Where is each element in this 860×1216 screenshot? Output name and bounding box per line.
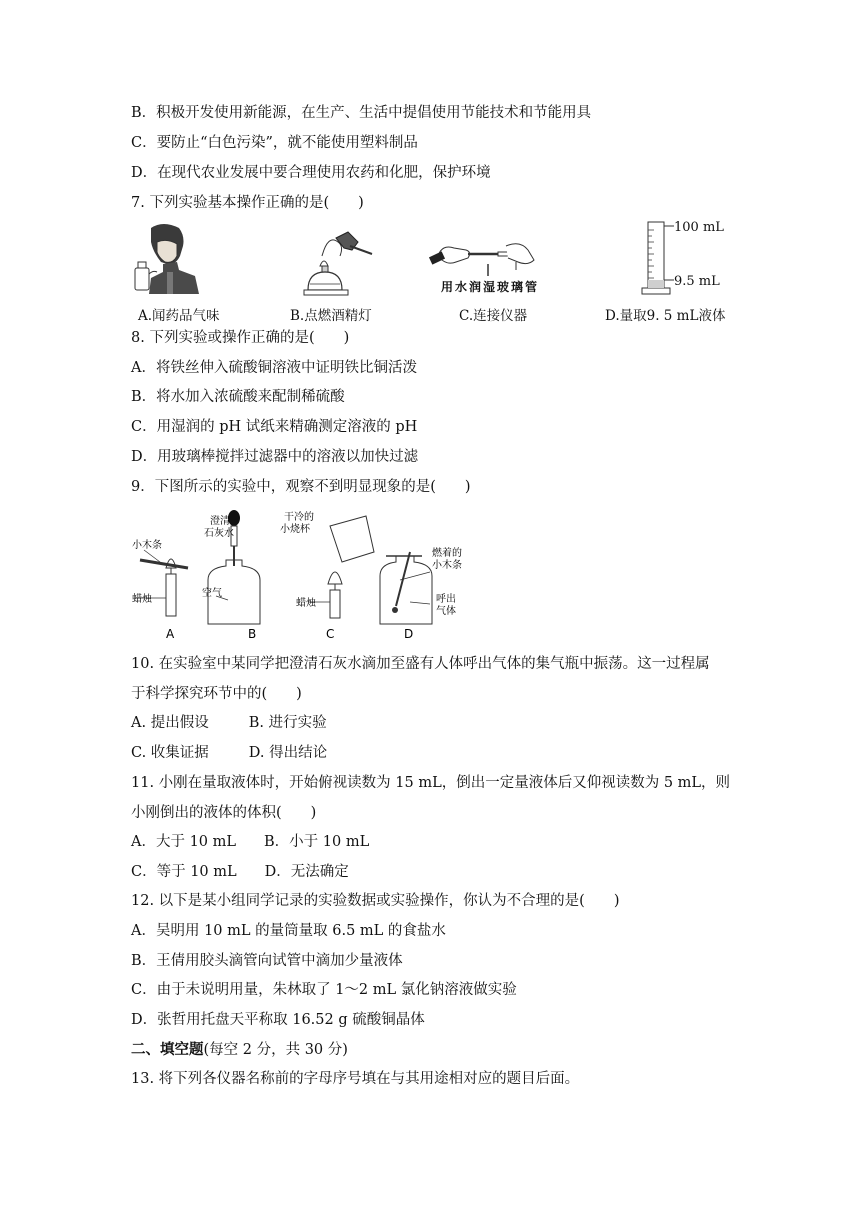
q9-b-limewater-label-1: 澄清 [210,516,230,527]
q11-stem-line-2: 小刚倒出的液体的体积( ) [131,805,317,821]
q11-option-a: A．大于 10 mL [131,834,237,850]
q6-option-b: B．积极开发使用新能源，在生产、生活中提倡使用节能技术和节能用具 [131,105,592,121]
section-2-note: (每空 2 分，共 30 分) [203,1042,348,1058]
q12-option-b: B．王倩用胶头滴管向试管中滴加少量液体 [131,953,403,969]
q9-stem: 9．下图所示的实验中，观察不到明显现象的是( ) [131,479,471,495]
q9-c-cup-label-1: 干冷的 [284,512,314,523]
q8-option-c: C．用湿润的 pH 试纸来精确测定溶液的 pH [131,419,418,435]
q10-options-row-2 [131,743,327,763]
q11-option-b: B．小于 10 mL [264,834,370,850]
q10-option-a: A. 提出假设 [131,715,209,731]
q9-a-candle-label: 蜡烛 [132,594,152,605]
q11-options-row-2 [131,862,349,882]
q9-b-letter: B [248,627,257,641]
q11-option-d: D．无法确定 [264,864,349,880]
q7-figure-b-alcohol-lamp [300,228,380,298]
q10-stem-line-2: 于科学探究环节中的( ) [131,686,302,702]
q9-d-burning-label-2: 小木条 [432,560,462,571]
q9-c-letter: C [326,627,335,641]
q7-caption-a: A.闻药品气味 [138,308,220,324]
q11-stem-line-1: 11. 小刚在量取液体时，开始俯视读数为 15 mL，倒出一定量液体后又仰视读数为 5 mL，则 [131,775,731,791]
q9-figure-a [132,538,188,641]
q9-figure-experiments [130,506,470,646]
q7-figure-a-smelling [133,222,208,294]
q11-options-row-1 [131,832,369,852]
q7-caption-c: C.连接仪器 [459,308,528,324]
q10-option-d: D. 得出结论 [248,745,328,761]
q8-option-a: A．将铁丝伸入硫酸铜溶液中证明铁比铜活泼 [131,360,417,376]
q6-option-d: D．在现代农业发展中要合理使用农药和化肥，保护环境 [131,165,491,181]
q12-option-d: D．张哲用托盘天平称取 16.52 g 硫酸铜晶体 [131,1012,425,1028]
q6-option-c: C．要防止“白色污染”，就不能使用塑料制品 [131,135,418,151]
q9-d-letter: D [404,627,414,641]
q7-figure-d-top-label: 100 mL [674,220,724,235]
q9-a-stick-label: 小木条 [132,540,162,551]
q7-figure-c-connecting [428,236,543,284]
q9-figure-d [380,546,462,641]
q10-options-row-1 [131,713,327,733]
q9-d-exhaled-label-1: 呼出 [436,594,456,605]
q7-figure-d-bottom-label: 9.5 mL [674,274,720,289]
section-2-heading [131,1040,348,1060]
q9-b-air-label: 空气 [202,588,222,599]
q9-figure-b [202,510,260,641]
q10-option-c: C. 收集证据 [131,745,209,761]
q8-option-b: B．将水加入浓硫酸来配制稀硫酸 [131,389,345,405]
q13-stem: 13. 将下列各仪器名称前的字母序号填在与其用途相对应的题目后面。 [131,1071,580,1087]
q8-stem: 8. 下列实验或操作正确的是( ) [131,330,350,346]
q9-b-limewater-label-2: 石灰水 [204,528,234,539]
q12-option-c: C．由于未说明用量，朱林取了 1～2 mL 氯化钠溶液做实验 [131,982,517,998]
q9-d-burning-label-1: 燃着的 [432,548,462,559]
q10-option-b: B. 进行实验 [248,715,327,731]
q9-a-letter: A [166,627,175,641]
q9-d-exhaled-label-2: 气体 [436,606,456,617]
q11-option-c: C．等于 10 mL [131,864,237,880]
q8-option-d: D．用玻璃棒搅拌过滤器中的溶液以加快过滤 [131,449,419,465]
q9-c-candle-label: 蜡烛 [296,598,316,609]
q12-stem: 12. 以下是某小组同学记录的实验数据或实验操作，你认为不合理的是( ) [131,893,620,909]
q12-option-a: A．吴明用 10 mL 的量筒量取 6.5 mL 的食盐水 [131,923,446,939]
q7-caption-b: B.点燃酒精灯 [290,308,372,324]
q10-stem-line-1: 10. 在实验室中某同学把澄清石灰水滴加至盛有人体呼出气体的集气瓶中振荡。这一过程属 [131,656,710,672]
q7-figure-c-label: 用水润湿玻璃管 [441,280,540,294]
q9-c-cup-label-2: 小烧杯 [280,524,310,535]
q7-stem: 7. 下列实验基本操作正确的是( ) [131,195,364,211]
section-2-title: 二、填空题 [131,1041,204,1058]
q9-figure-c [280,510,374,641]
q7-caption-d: D.量取9. 5 mL液体 [605,308,726,324]
